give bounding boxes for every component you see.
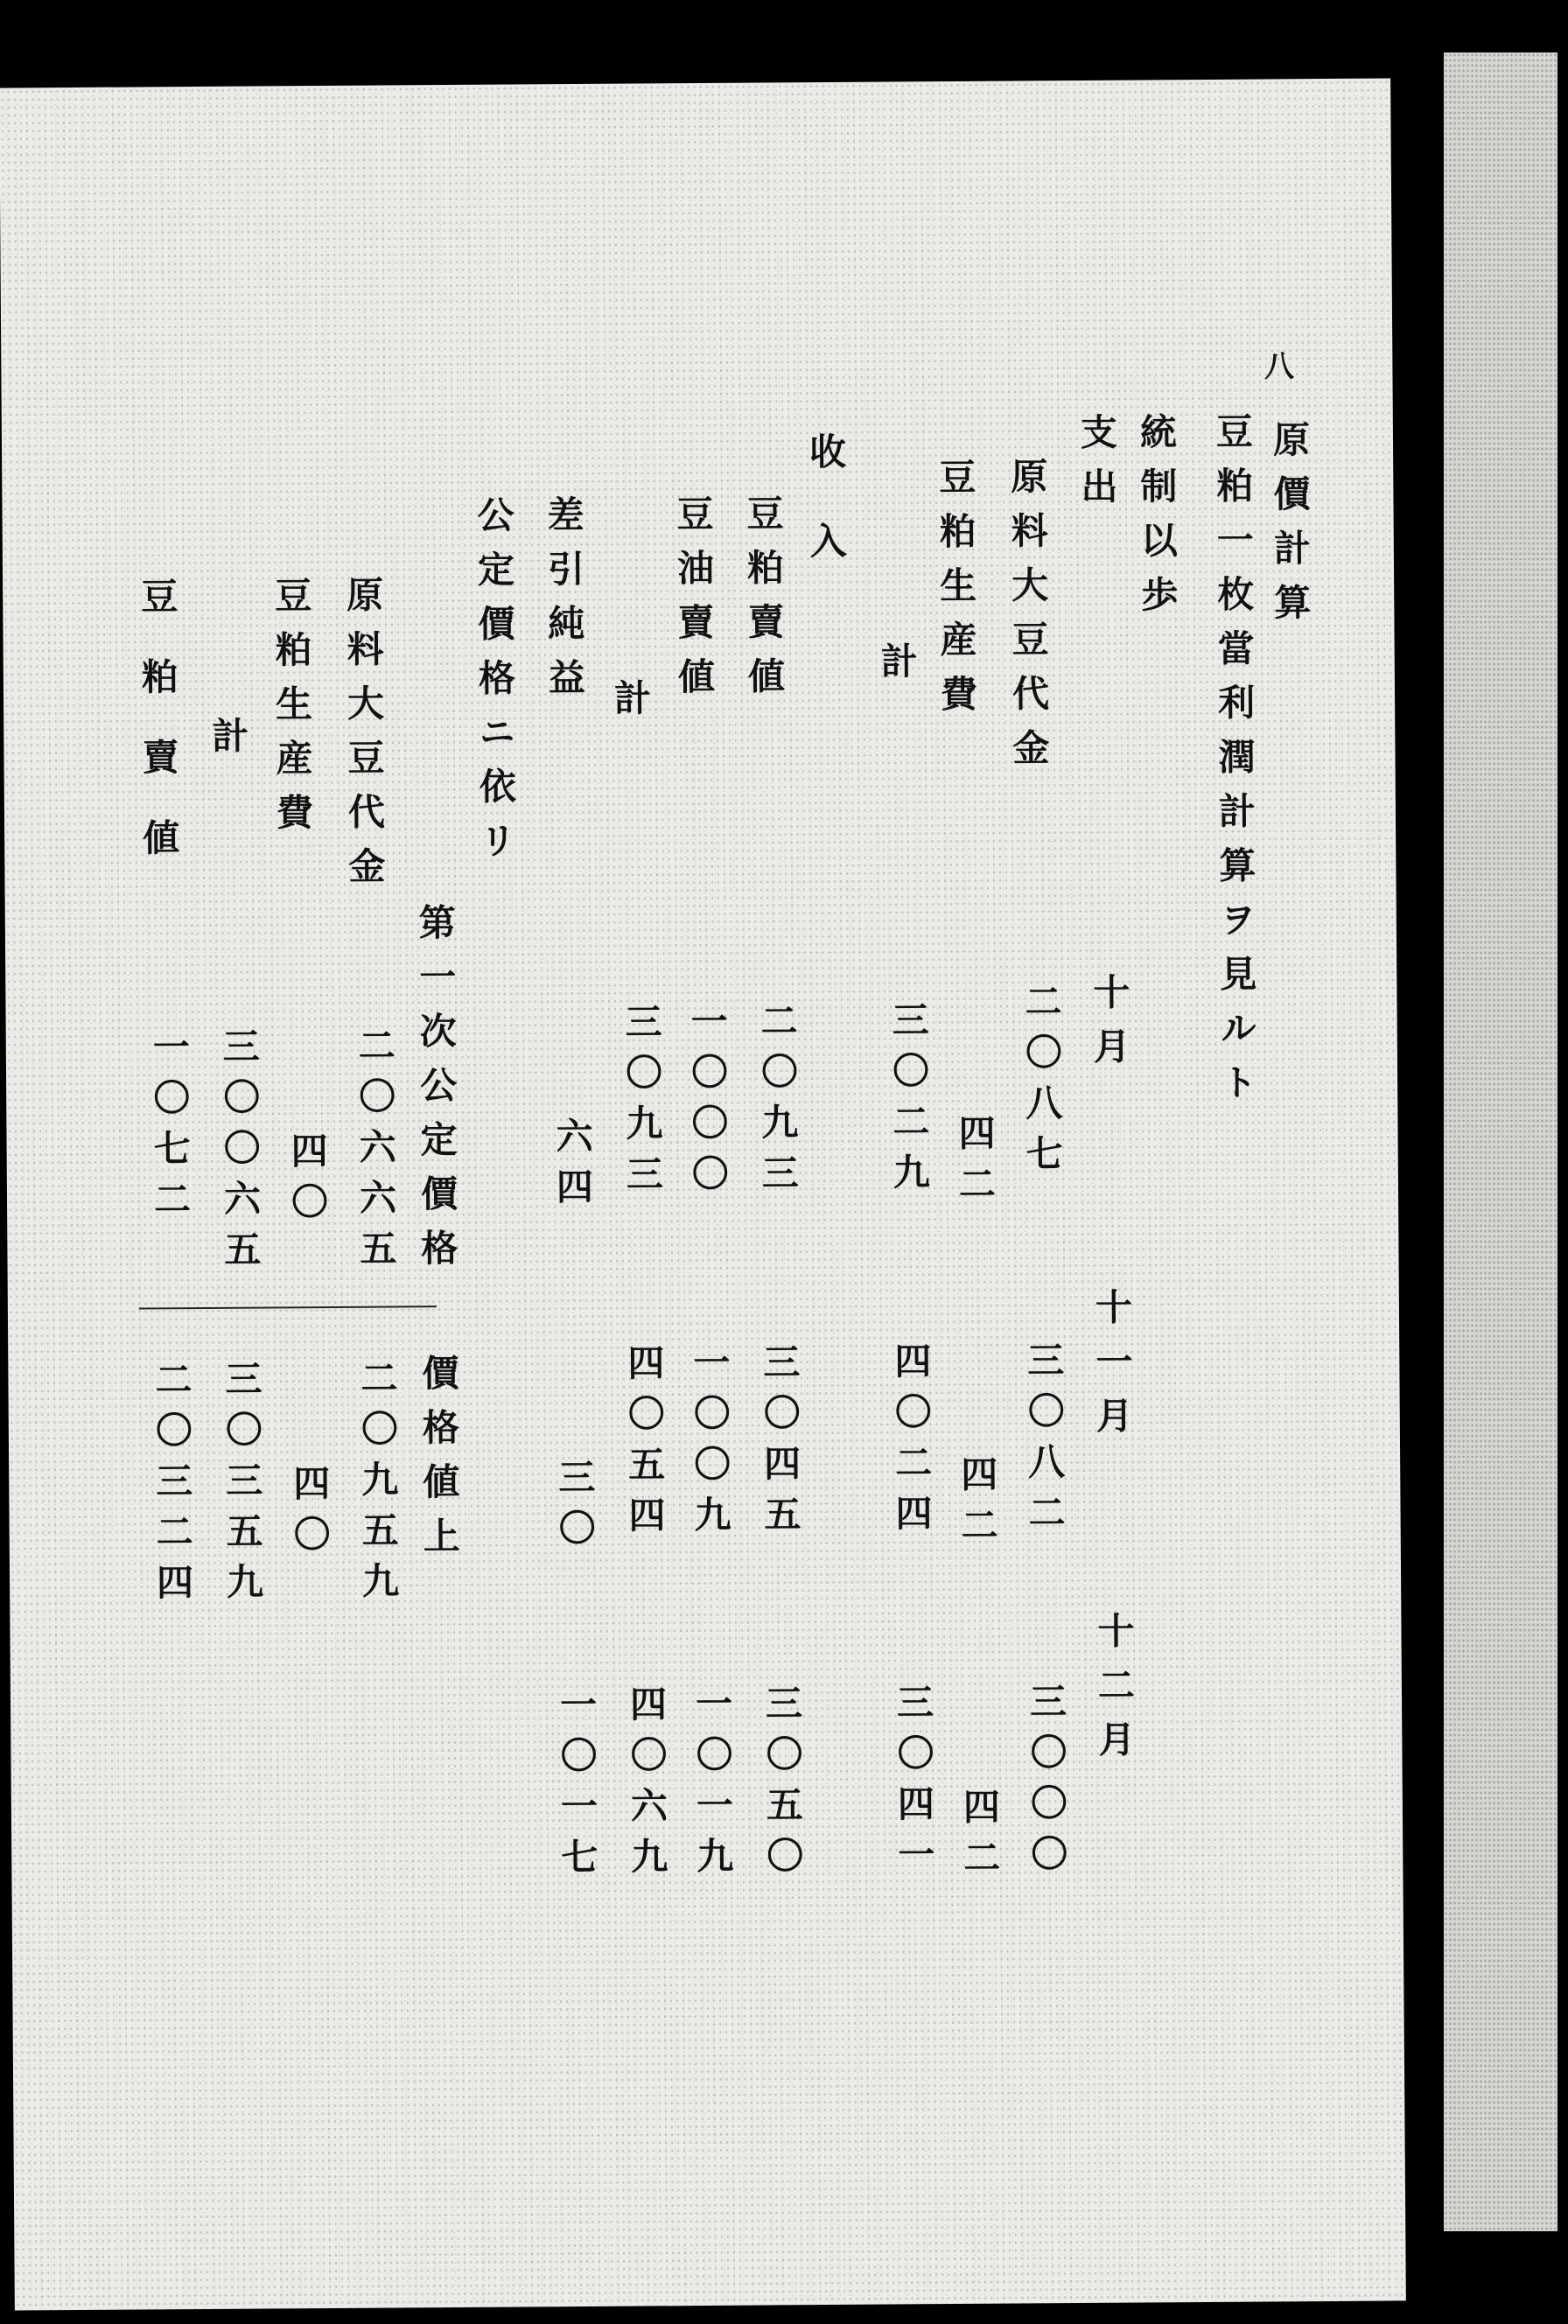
oct-inc-total: 三〇九三 <box>620 1002 665 1206</box>
inc-total-label: 計 <box>608 678 653 733</box>
page-number: 八 <box>1258 350 1294 398</box>
nov-exp-total: 四〇二四 <box>889 1341 934 1545</box>
nov-off-production: 四〇 <box>288 1463 332 1566</box>
income-label: 收入 <box>803 431 849 612</box>
nov-net: 三〇 <box>553 1457 597 1560</box>
oct-cake: 二〇九三 <box>755 1001 801 1205</box>
official-label: 公定價格ニ依リ <box>472 495 518 876</box>
off-production-label: 豆粕生産費 <box>270 576 315 848</box>
dec-cake: 三〇五〇 <box>760 1684 805 1887</box>
adjacent-page-edge <box>1444 52 1558 2231</box>
oct-off-total: 三〇〇六五 <box>217 1026 262 1281</box>
expenditure-label: 支出 <box>1074 412 1119 522</box>
off-cake-label: 豆粕賣値 <box>136 577 181 900</box>
oct-exp-total: 三〇二九 <box>886 1000 932 1204</box>
nov-soybean: 三〇八二 <box>1022 1340 1067 1544</box>
oct-off-production: 四〇 <box>285 1130 330 1234</box>
nov-off-total: 三〇三五九 <box>220 1359 265 1614</box>
official-note-nov: 價格値上 <box>416 1353 461 1572</box>
page-title: 豆粕一枚當利潤計算ヲ見ルト <box>1210 411 1259 1117</box>
oct-oil: 一〇〇〇 <box>685 1001 731 1206</box>
exp-total-label: 計 <box>875 641 920 696</box>
nov-off-cake: 二〇三二四 <box>150 1360 195 1614</box>
month-dec: 十二月 <box>1092 1611 1137 1774</box>
oct-production: 四二 <box>953 1113 998 1215</box>
nov-inc-total: 四〇五四 <box>622 1343 667 1547</box>
net-label: 差引純益 <box>542 494 587 713</box>
exp-production-label: 豆粕生産費 <box>934 457 979 730</box>
oct-net: 六四 <box>550 1116 595 1219</box>
divider-line <box>139 1306 437 1309</box>
document-page <box>0 78 1406 2310</box>
nov-off-soybean: 二〇九五九 <box>355 1358 401 1613</box>
subtitle: 統制以歩 <box>1134 412 1180 630</box>
inc-cake-label: 豆粕賣値 <box>741 494 787 711</box>
dec-net: 一〇一七 <box>554 1684 599 1889</box>
dec-oil: 一〇一九 <box>690 1684 735 1888</box>
dec-exp-total: 三〇四一 <box>891 1683 936 1886</box>
oct-off-cake: 一〇七二 <box>147 1027 192 1231</box>
nov-production: 四二 <box>956 1454 999 1557</box>
inc-oil-label: 豆油賣値 <box>671 494 717 712</box>
month-oct: 十月 <box>1088 972 1132 1082</box>
oct-soybean: 二〇八七 <box>1019 982 1064 1186</box>
nov-cake: 三〇四五 <box>758 1342 802 1546</box>
dec-soybean: 三〇〇〇 <box>1024 1682 1069 1886</box>
off-soybean-label: 原料大豆代金 <box>341 575 387 901</box>
month-nov: 十一月 <box>1089 1287 1135 1451</box>
official-note-oct: 第一次公定價格 <box>413 902 459 1284</box>
exp-soybean-label: 原料大豆代金 <box>1005 457 1051 783</box>
heading: 原價計算 <box>1267 420 1312 638</box>
dec-inc-total: 四〇六九 <box>624 1684 669 1888</box>
nov-oil: 一〇〇九 <box>688 1342 732 1547</box>
dec-production: 四二 <box>957 1787 1002 1889</box>
off-total-label: 計 <box>206 716 250 771</box>
oct-off-soybean: 二〇六六五 <box>353 1026 398 1280</box>
